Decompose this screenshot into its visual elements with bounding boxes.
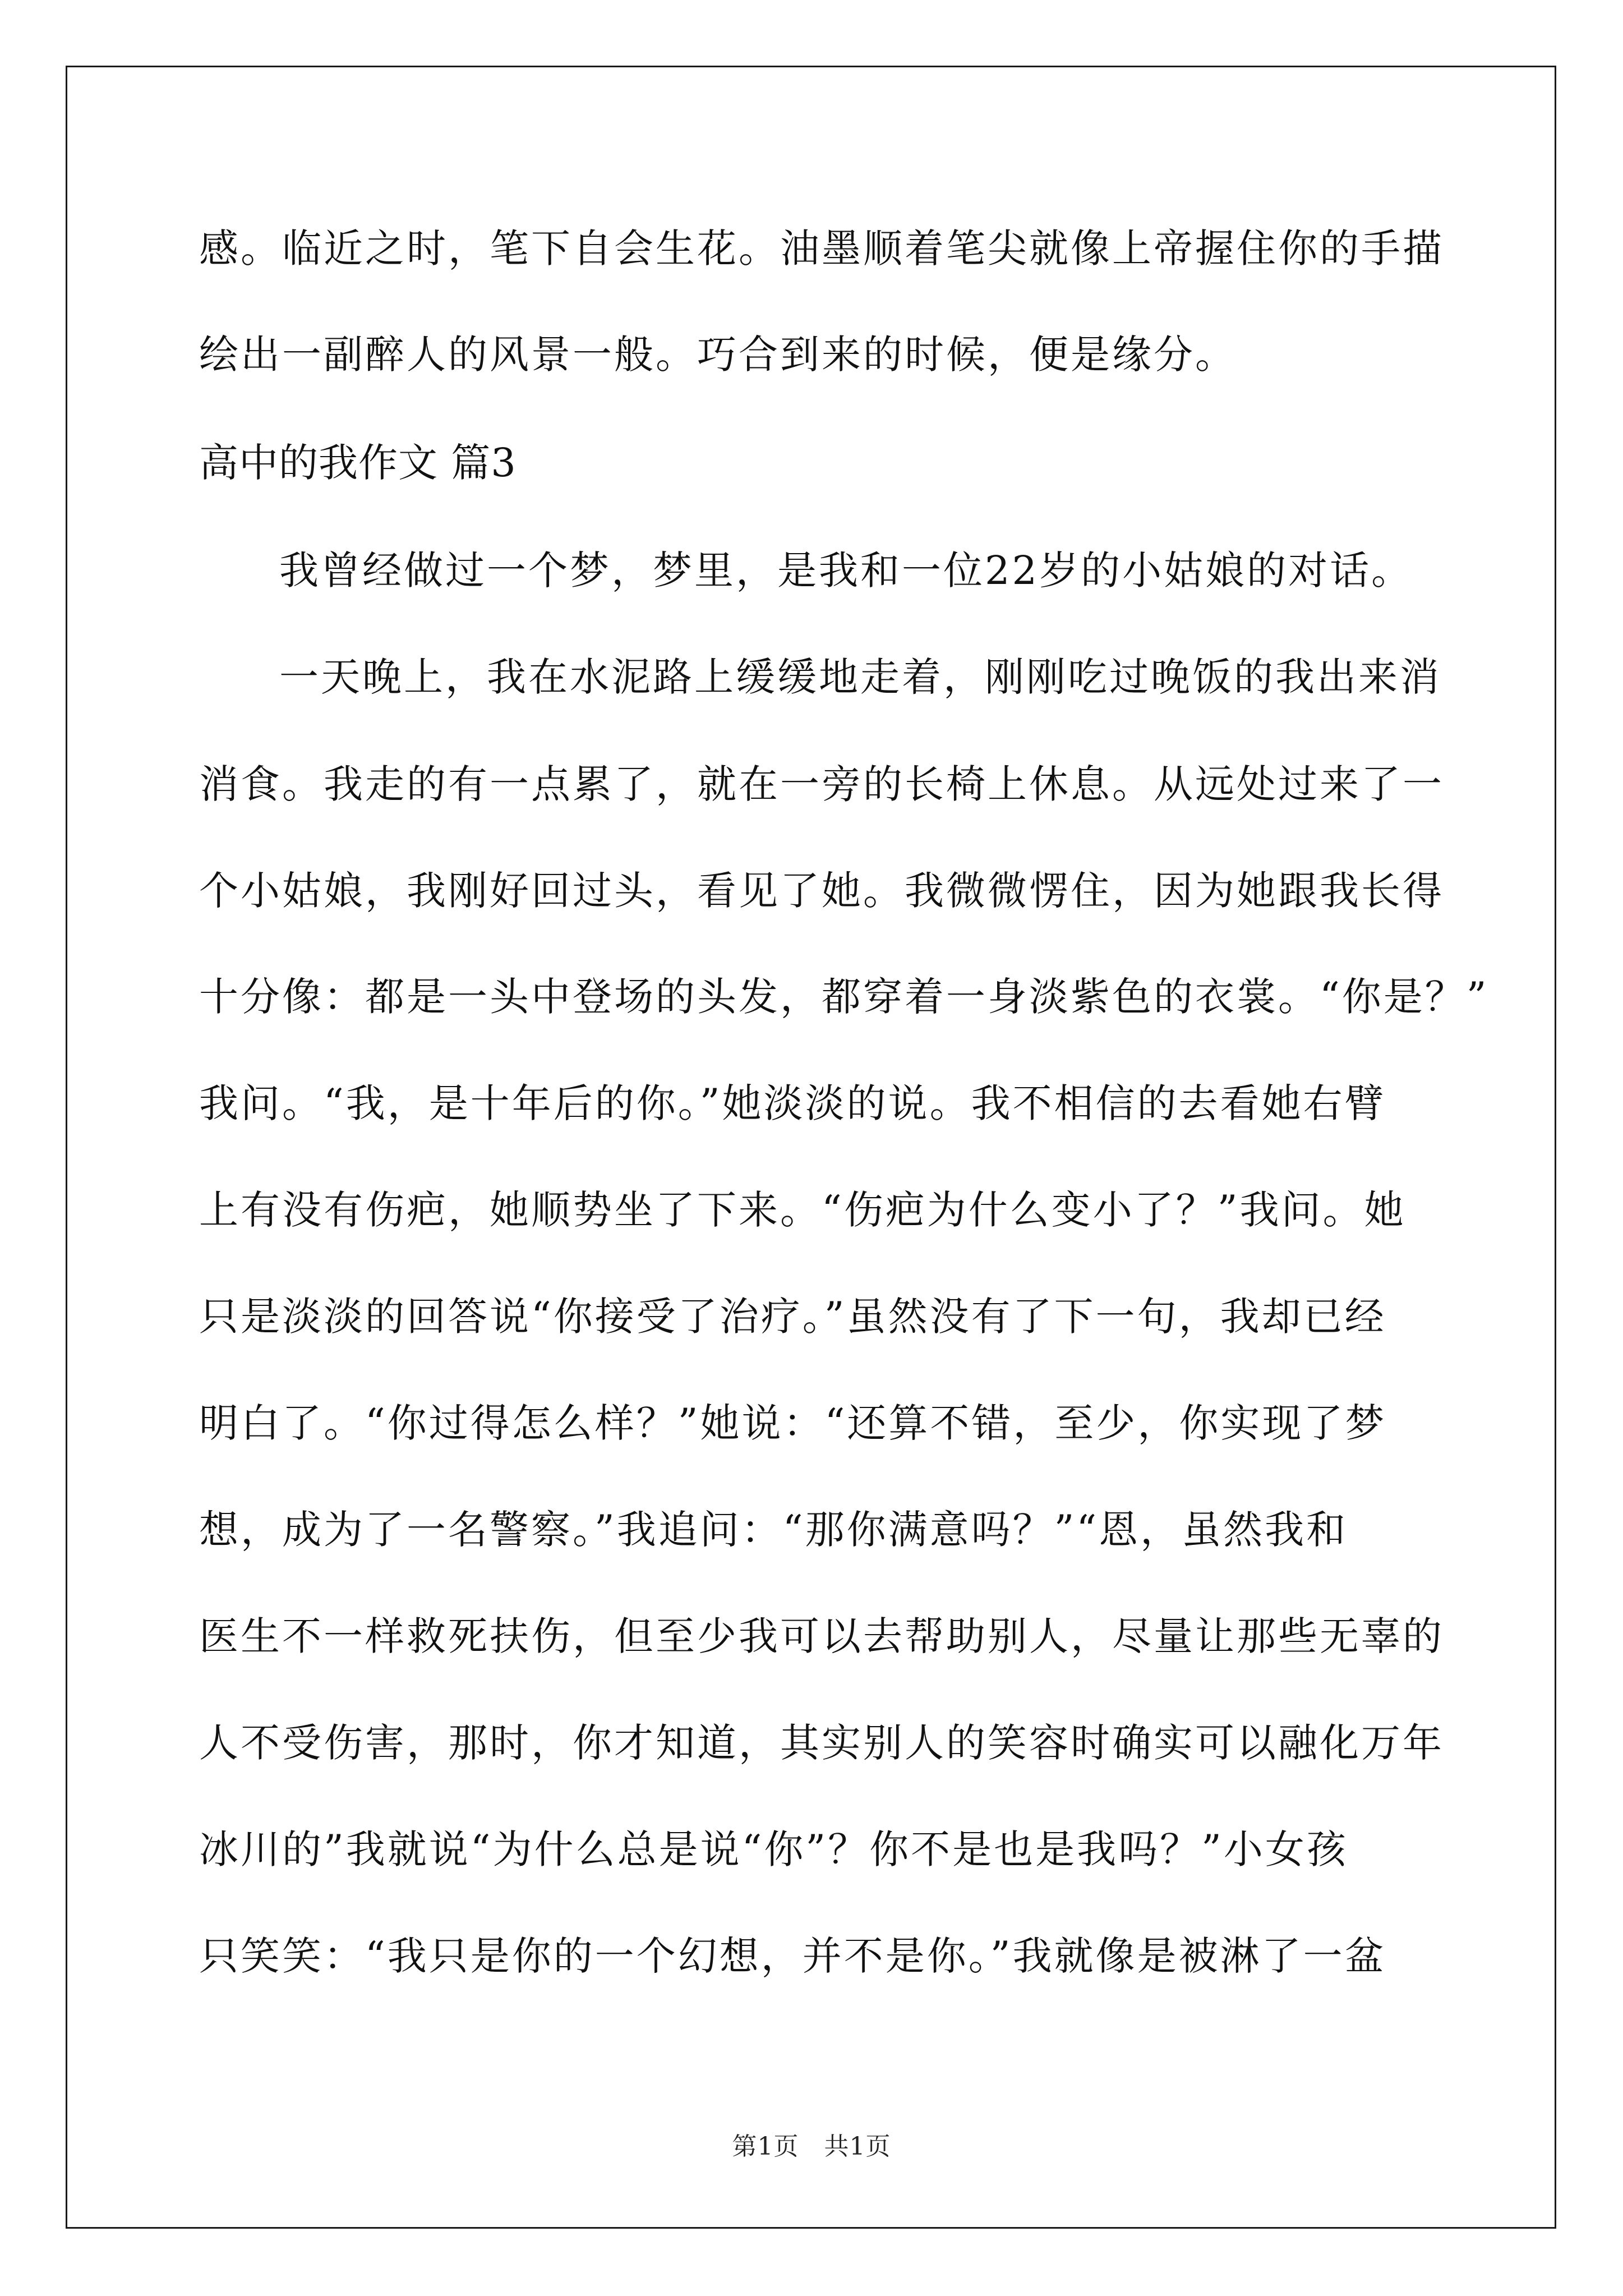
paragraph-2-line-9: 想，成为了一名警察。”我追问：“那你满意吗？”“恩，虽然我和: [199, 1507, 1348, 1553]
paragraph-2-line-5: 我问。“我，是十年后的你。”她淡淡的说。我不相信的去看她右臂: [199, 1080, 1386, 1126]
paragraph-2-line-10: 医生不一样救死扶伤，但至少我可以去帮助别人，尽量让那些无辜的: [199, 1613, 1444, 1659]
paragraph-2-line-13: 只笑笑：“我只是你的一个幻想，并不是你。”我就像是被淋了一盆: [199, 1933, 1386, 1979]
paragraph-2-line-8: 明白了。“你过得怎么样？”她说：“还算不错，至少，你实现了梦: [199, 1400, 1387, 1446]
paragraph-2-line-6: 上有没有伤疤，她顺势坐了下来。“伤疤为什么变小了？”我问。她: [199, 1187, 1406, 1233]
paragraph-2-line-7: 只是淡淡的回答说“你接受了治疗。”虽然没有了下一句，我却已经: [199, 1294, 1386, 1340]
paragraph-2-line-12: 冰川的”我就说“为什么总是说“你”？你不是也是我吗？”小女孩: [199, 1826, 1348, 1872]
paragraph-1-line-1: 我曾经做过一个梦，梦里，是我和一位22岁的小姑娘的对话。: [279, 547, 1413, 593]
body-line-2: 绘出一副醉人的风景一般。巧合到来的时候，便是缘分。: [199, 332, 1237, 378]
page-number-footer: 第1页 共1页: [732, 2132, 891, 2161]
paragraph-2-line-2: 消食。我走的有一点累了，就在一旁的长椅上休息。从远处过来了一: [199, 761, 1444, 807]
page-border: [66, 66, 1556, 2229]
body-line-1: 感。临近之时，笔下自会生花。油墨顺着笔尖就像上帝握住你的手描: [199, 226, 1444, 272]
section-heading: 高中的我作文 篇3: [199, 440, 517, 486]
paragraph-2-line-1: 一天晚上，我在水泥路上缓缓地走着，刚刚吃过晚饭的我出来消: [279, 654, 1441, 700]
paragraph-2-line-3: 个小姑娘，我刚好回过头，看见了她。我微微愣住，因为她跟我长得: [199, 868, 1444, 914]
paragraph-2-line-11: 人不受伤害，那时，你才知道，其实别人的笑容时确实可以融化万年: [199, 1720, 1444, 1766]
paragraph-2-line-4: 十分像：都是一头中登场的头发，都穿着一身淡紫色的衣裳。“你是？”: [199, 974, 1489, 1020]
